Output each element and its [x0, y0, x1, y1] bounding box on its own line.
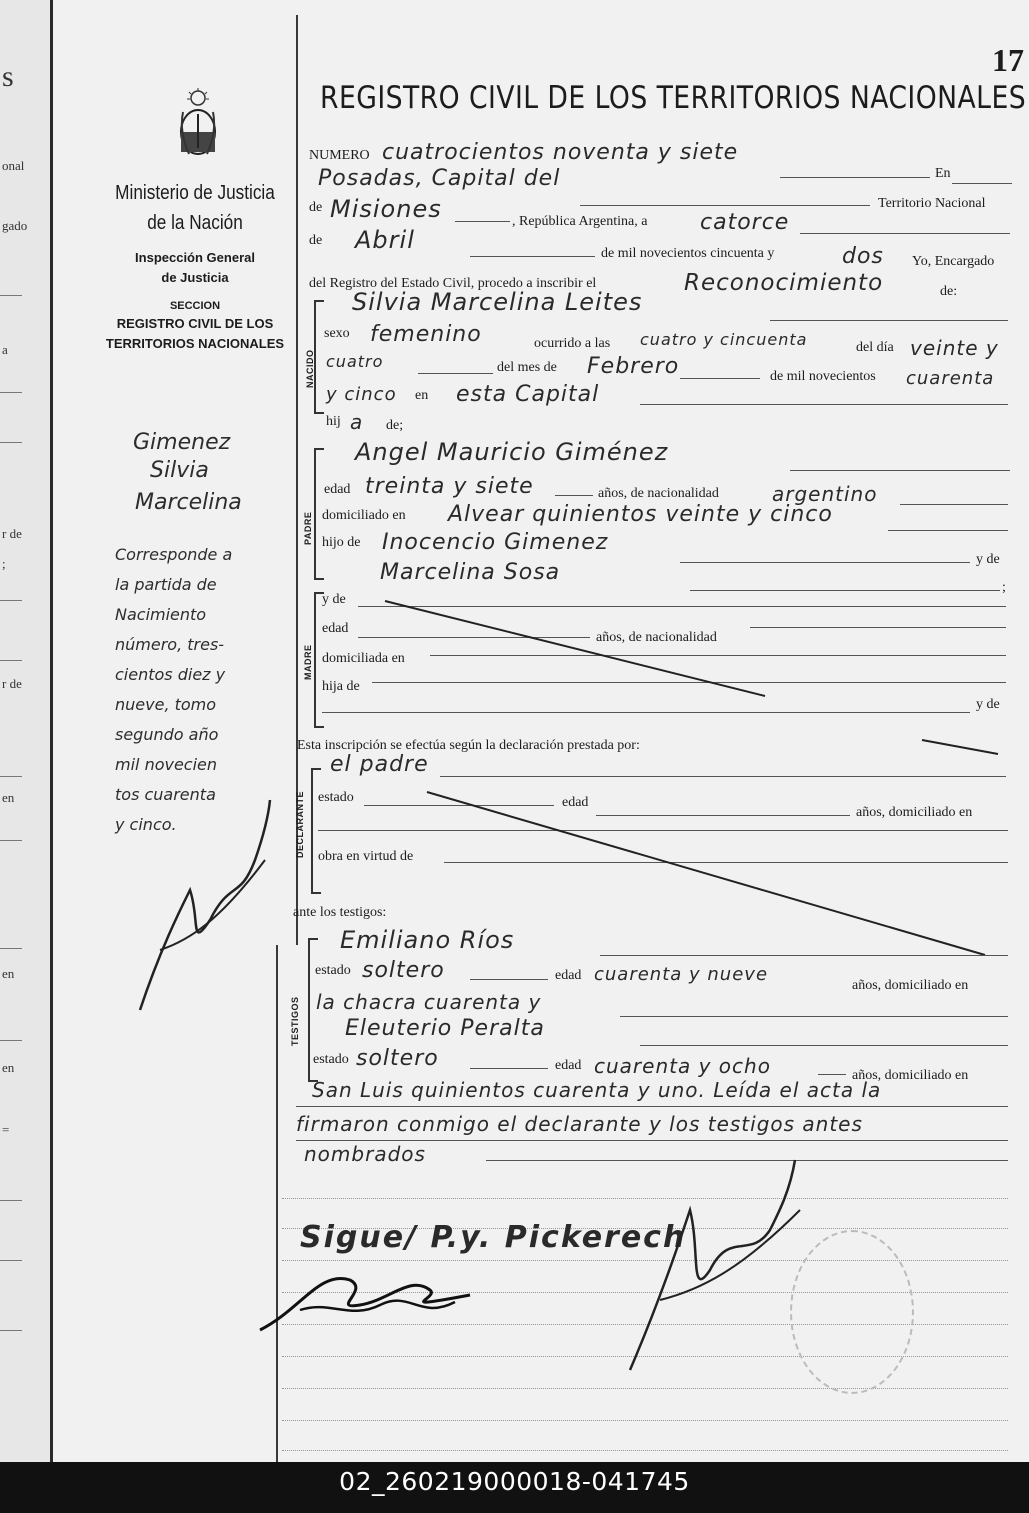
ministry-line: Ministerio de Justicia — [115, 182, 275, 204]
folio-number: 17 — [992, 42, 1024, 78]
strip-fragment: gado — [2, 218, 28, 233]
republica-label: , República Argentina, a — [512, 214, 648, 229]
nombre-value: Silvia Marcelina Leites — [352, 288, 643, 316]
dash-stroke — [920, 738, 1000, 758]
abuela-value: Marcelina Sosa — [380, 560, 561, 585]
testigo-2-estado: soltero — [356, 1046, 439, 1071]
decl-edad-label: edad — [562, 795, 589, 810]
madre-edad-label: edad — [322, 621, 349, 636]
yo-encargado-label: Yo, Encargado — [912, 254, 995, 269]
t1-anos-label: años, domiciliado en — [852, 978, 969, 993]
sexo-label: sexo — [324, 326, 350, 341]
ministry-line: de la Nación — [147, 212, 243, 234]
year-prefix-label: de mil novecientos cincuenta y — [601, 246, 775, 261]
hij-value: a — [350, 410, 364, 434]
de-label: de — [309, 200, 323, 215]
de-semicolon: de; — [386, 418, 404, 433]
annotation-line: y cinco. — [115, 815, 177, 834]
acto-value: Reconocimiento — [684, 270, 884, 296]
scan-id-footer: 02_260219000018-041745 — [0, 1462, 1029, 1513]
registro-text: del Registro del Estado Civil, procedo a inscribir el — [309, 276, 597, 291]
y-de-label: y de — [976, 552, 1000, 567]
del-dia-label: del día — [856, 340, 894, 355]
mes-value: Febrero — [587, 354, 680, 379]
padre-nacionalidad: argentino — [772, 482, 878, 506]
territorio-label: Territorio Nacional — [878, 196, 986, 211]
declarante-section-label: DECLARANTE — [295, 791, 305, 858]
strip-fragment: r de — [2, 526, 22, 541]
official-stamp — [790, 1230, 914, 1394]
inspeccion-line: de Justicia — [161, 270, 229, 285]
testigo-1-domicilio: la chacra cuarenta y — [316, 990, 542, 1014]
year-value: dos — [842, 244, 884, 269]
annotation-line: nueve, tomo — [115, 695, 217, 714]
strip-fragment: onal — [2, 158, 25, 173]
t2-anos-label: años, domiciliado en — [852, 1068, 969, 1083]
padre-edad: treinta y siete — [365, 474, 534, 499]
ocurrido-label: ocurrido a las — [534, 336, 611, 351]
margin-name: Marcelina — [135, 490, 242, 515]
t2-edad-label: edad — [555, 1058, 582, 1073]
territory-value: Misiones — [330, 195, 442, 223]
de-colon: de: — [940, 284, 958, 299]
hijo-de-label: hijo de — [322, 535, 361, 550]
padre-nombre: Angel Mauricio Giménez — [355, 438, 669, 466]
madre-y-de: y de — [322, 592, 346, 607]
closing-line-1: San Luis quinientos cuarenta y uno. Leída el acta la — [312, 1078, 882, 1102]
decl-anos-label: años, domiciliado en — [856, 805, 973, 820]
testigos-intro: ante los testigos: — [293, 905, 387, 920]
annotation-line: Nacimiento — [115, 605, 207, 624]
madre-hija-label: hija de — [322, 679, 360, 694]
declarante-value: el padre — [330, 752, 429, 777]
madre-anos-label: años, de nacionalidad — [596, 630, 717, 645]
madre-domicilio-label: domiciliada en — [322, 651, 405, 666]
anio-value-cont: y cinco — [326, 384, 397, 405]
closing-line-3: nombrados — [304, 1142, 426, 1166]
previous-page-strip — [0, 0, 53, 1462]
dia-value: veinte y — [910, 336, 999, 360]
margin-name: Gimenez — [133, 430, 231, 455]
coat-of-arms-icon — [175, 88, 221, 160]
t1-edad-label: edad — [555, 968, 582, 983]
t1-estado-label: estado — [315, 963, 351, 978]
inspeccion-line: Inspección General — [135, 250, 255, 265]
testigo-2-edad: cuarenta y ocho — [594, 1054, 771, 1078]
signature-text: Sigue/ P.y. Pickerech — [300, 1220, 687, 1255]
declaracion-intro: Esta inscripción se efectúa según la declaración prestada por: — [297, 738, 640, 753]
obra-label: obra en virtud de — [318, 849, 414, 864]
closing-line-2: firmaron conmigo el declarante y los testigos antes — [296, 1112, 863, 1136]
estado-label: estado — [318, 790, 354, 805]
strip-fragment: = — [2, 1122, 10, 1137]
seccion-label: SECCION — [169, 300, 221, 312]
registro-line: REGISTRO CIVIL DE LOS — [116, 316, 274, 331]
domiciliado-label: domiciliado en — [322, 508, 406, 523]
strip-fragment: en — [2, 1060, 15, 1075]
annotation-line: número, tres- — [115, 635, 225, 654]
strip-fragment: en — [2, 966, 15, 981]
en-label-2: en — [415, 388, 429, 403]
strip-fragment: s — [2, 60, 14, 93]
lugar-value: esta Capital — [456, 382, 600, 407]
anos-nac-label: años, de nacionalidad — [598, 486, 719, 501]
month-value: Abril — [355, 226, 415, 254]
cancel-stroke — [380, 596, 780, 706]
testigos-section-label: TESTIGOS — [290, 996, 300, 1046]
strip-fragment: a — [2, 342, 8, 357]
annotation-line: segundo año — [115, 725, 219, 744]
strip-fragment: en — [2, 790, 15, 805]
abuelo-value: Inocencio Gimenez — [382, 530, 609, 555]
annotation-line: tos cuarenta — [115, 785, 216, 804]
edad-label: edad — [324, 482, 351, 497]
testigo-1-nombre: Emiliano Ríos — [340, 926, 515, 954]
witness-signature-icon — [240, 1250, 500, 1340]
padre-section-label: PADRE — [303, 511, 313, 545]
de-label-2: de — [309, 233, 323, 248]
hora-value: cuatro y cincuenta — [640, 330, 808, 349]
ministry-header — [95, 178, 295, 354]
numero-value: cuatrocientos noventa y siete — [382, 140, 739, 165]
day-value: catorce — [700, 210, 790, 235]
strip-fragment: r de — [2, 676, 22, 691]
form-border-lower — [276, 945, 278, 1462]
del-mes-label: del mes de — [497, 360, 557, 375]
testigo-1-estado: soltero — [362, 958, 445, 983]
page-title: REGISTRO CIVIL DE LOS TERRITORIOS NACIONALES — [320, 80, 1027, 116]
registro-line: TERRITORIOS NACIONALES — [105, 336, 285, 351]
testigo-2-nombre: Eleuterio Peralta — [345, 1016, 545, 1041]
sexo-value: femenino — [370, 322, 482, 347]
dia-value-cont: cuatro — [326, 352, 384, 371]
mil-label: de mil novecientos — [770, 369, 876, 384]
place-value: Posadas, Capital del — [318, 166, 561, 191]
anio-value: cuarenta — [906, 368, 995, 389]
testigo-1-edad: cuarenta y nueve — [594, 964, 769, 985]
madre-section-label: MADRE — [303, 644, 313, 680]
hij-label: hij — [326, 414, 341, 429]
margin-signature-icon — [130, 790, 280, 1020]
numero-label: NUMERO — [309, 148, 370, 163]
annotation-line: la partida de — [115, 575, 217, 594]
semicolon: ; — [1002, 580, 1006, 595]
padre-domicilio: Alvear quinientos veinte y cinco — [448, 502, 833, 527]
en-label: En — [935, 166, 951, 181]
annotation-line: Corresponde a — [115, 545, 233, 564]
annotation-line: mil novecien — [115, 755, 218, 774]
madre-y-de-2: y de — [976, 697, 1000, 712]
official-signature-icon — [620, 1150, 820, 1380]
strip-fragment: ; — [2, 556, 6, 571]
annotation-line: cientos diez y — [115, 665, 226, 684]
nacido-section-label: NACIDO — [305, 349, 315, 388]
margin-name: Silvia — [150, 458, 209, 483]
t2-estado-label: estado — [313, 1052, 349, 1067]
